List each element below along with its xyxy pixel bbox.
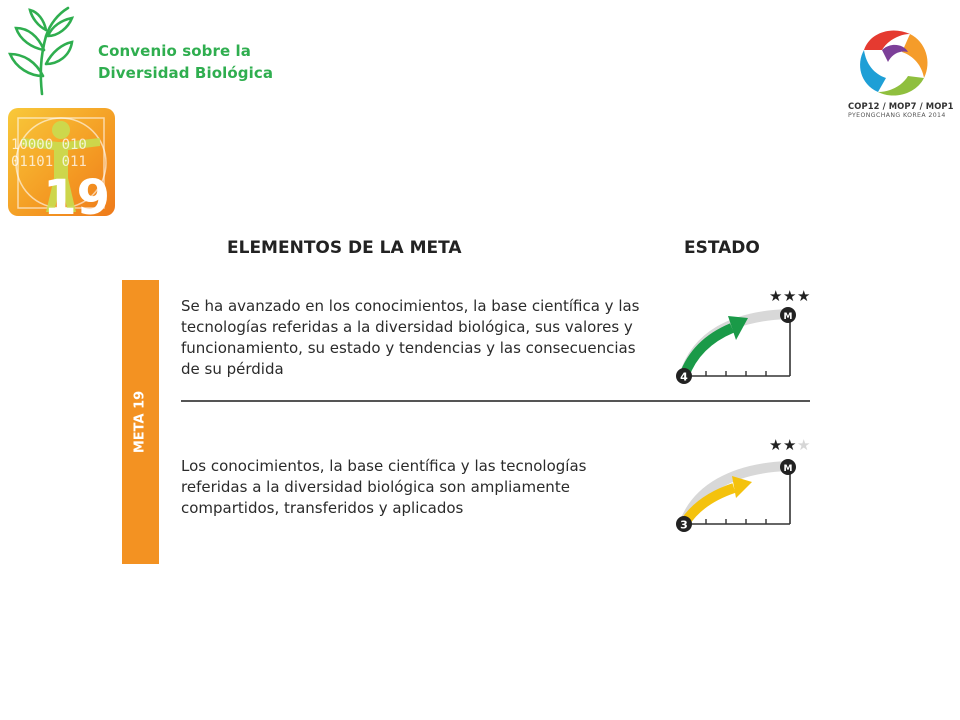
- org-name-line2: Diversidad Biológica: [98, 64, 274, 82]
- cbd-leaf-icon: [6, 6, 78, 96]
- element-1-line-1: Se ha avanzado en los conocimientos, la base científica y las: [181, 297, 640, 315]
- arrowhead-2: [732, 476, 752, 498]
- meta-label: META 19: [132, 390, 148, 454]
- end-marker-label-1: M: [783, 312, 793, 322]
- score-value-1: 4: [680, 370, 688, 384]
- cbd-logo: [6, 6, 274, 101]
- element-1-line-3: funcionamiento, su estado y tendencias y las consecuencias: [181, 339, 636, 357]
- org-name-line1: Convenio sobre la: [98, 42, 252, 60]
- target-number: 19: [43, 170, 110, 216]
- element-1-line-2: tecnologías referidas a la diversidad biológica, sus valores y: [181, 318, 633, 336]
- status-gauge-1: [672, 284, 817, 399]
- row-divider: [181, 400, 810, 402]
- end-marker-label-2: M: [783, 464, 793, 474]
- element-2-line-2: referidas a la diversidad biológica son ampliamente: [181, 478, 570, 496]
- element-text-1: [181, 296, 671, 380]
- star-1-1: ★: [769, 287, 783, 305]
- rating-stars-2: [769, 436, 810, 454]
- element-2-line-1: Los conocimientos, la base científica y las tecnologías: [181, 457, 587, 475]
- element-text-2: [181, 456, 651, 519]
- star-2-1: ★: [769, 436, 783, 454]
- star-1-3: ★: [797, 287, 811, 305]
- cop-emblem-icon: [830, 22, 954, 100]
- column-header-state: ESTADO: [684, 238, 760, 258]
- cop-subtitle: PYEONGCHANG KOREA 2014: [848, 112, 946, 119]
- binary-row2: 01101 011: [11, 154, 87, 170]
- cop-title: COP12 / MOP7 / MOP1: [848, 101, 954, 111]
- target-19-icon: [8, 108, 115, 216]
- column-header-elements: ELEMENTOS DE LA META: [227, 238, 462, 258]
- element-1-line-4: de su pérdida: [181, 360, 284, 378]
- star-1-2: ★: [783, 287, 797, 305]
- element-2-line-3: compartidos, transferidos y aplicados: [181, 499, 464, 517]
- rating-stars-1: [769, 287, 810, 305]
- star-2-2: ★: [783, 436, 797, 454]
- org-name: [98, 40, 273, 84]
- star-2-3: ★: [797, 436, 811, 454]
- binary-row1: 10000 010: [11, 137, 87, 153]
- score-value-2: 3: [680, 518, 688, 532]
- status-gauge-2: [672, 434, 817, 549]
